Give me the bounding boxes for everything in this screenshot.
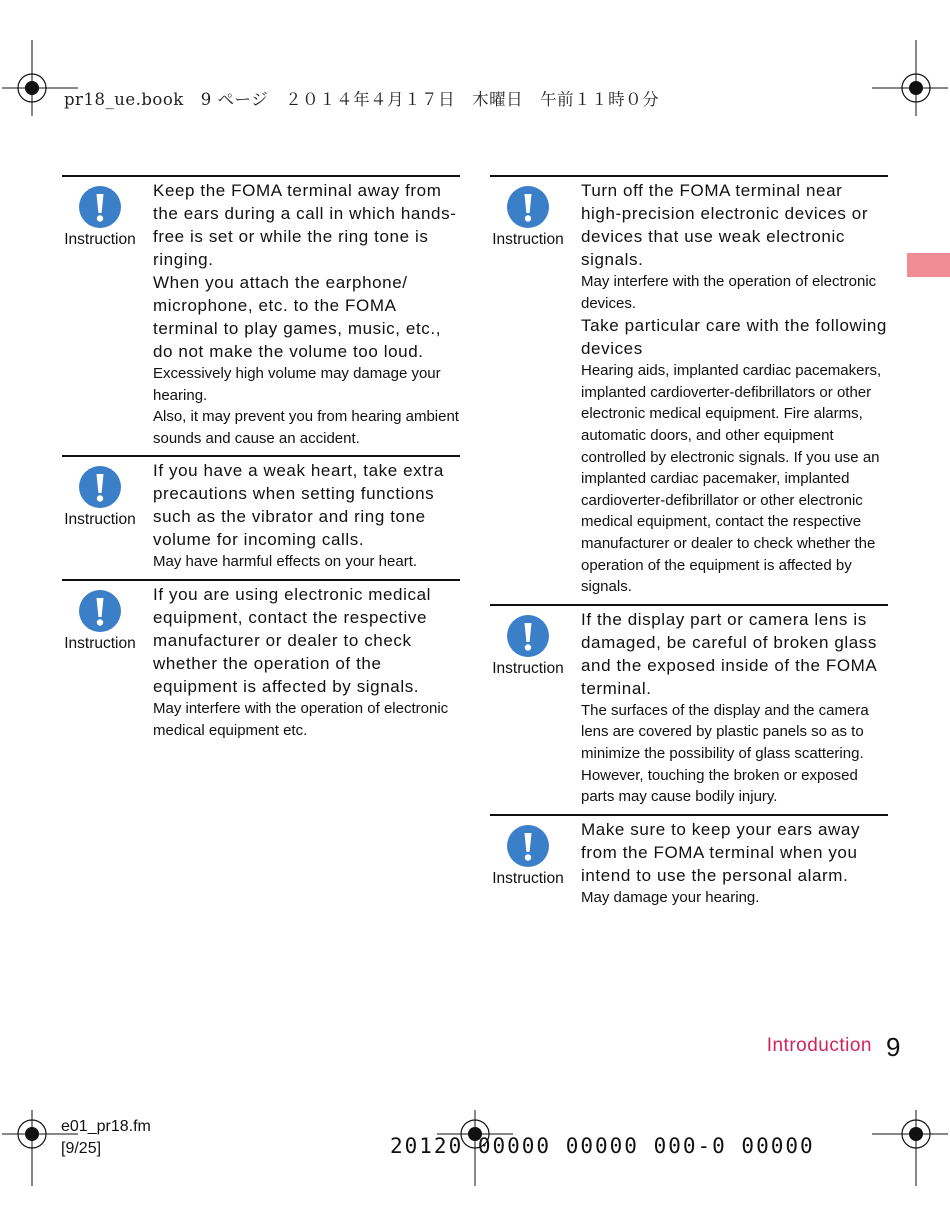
section-side-tab bbox=[907, 253, 950, 277]
instruction-label: Instruction bbox=[492, 869, 564, 887]
instruction-content bbox=[581, 179, 888, 598]
left-column bbox=[62, 175, 460, 747]
crop-mark-top-right bbox=[870, 38, 950, 118]
exclamation-icon bbox=[78, 589, 122, 633]
instruction-label: Instruction bbox=[64, 511, 136, 529]
instruction-marker bbox=[490, 614, 566, 678]
instruction-block bbox=[62, 455, 460, 579]
crop-mark-bottom-right bbox=[870, 1108, 950, 1188]
right-column bbox=[490, 175, 888, 914]
instruction-heading: If you are using electronic medical equipment, contact the respective manufacturer or dealer to check whether the operation of the equipment is affected by signals. bbox=[153, 584, 432, 696]
exclamation-icon bbox=[78, 465, 122, 509]
instruction-content bbox=[153, 179, 460, 449]
instruction-heading: Turn off the FOMA terminal near high-precision electronic devices or devices that use weak electronic signals. bbox=[581, 181, 869, 269]
instruction-heading: Take particular care with the following devices bbox=[581, 316, 887, 359]
instruction-heading: When you attach the earphone/ microphone, etc. to the FOMA terminal to play games, music, etc., do not make the volume too loud. bbox=[153, 273, 442, 361]
instruction-heading: If you have a weak heart, take extra precautions when setting functions such as the vibrator and ring tone volume for incoming calls. bbox=[153, 461, 444, 550]
instruction-detail: May interfere with the operation of electronic medical equipment etc. bbox=[153, 699, 449, 739]
exclamation-icon bbox=[506, 614, 550, 658]
instruction-heading: Make sure to keep your ears away from the FOMA terminal when you intend to use the personal alarm. bbox=[581, 819, 861, 885]
instruction-block bbox=[62, 579, 460, 747]
instruction-marker bbox=[62, 465, 138, 529]
instruction-label: Instruction bbox=[492, 659, 564, 677]
page-number: 9 bbox=[886, 1032, 901, 1062]
instruction-detail: Also, it may prevent you from hearing ambient sounds and cause an accident. bbox=[153, 408, 459, 447]
footer-file-name: e01_pr18.fm bbox=[61, 1118, 151, 1135]
instruction-marker bbox=[490, 185, 566, 249]
instruction-label: Instruction bbox=[64, 634, 136, 652]
instruction-detail: May have harmful effects on your heart. bbox=[153, 553, 418, 571]
instruction-detail: The surfaces of the display and the camera lens are covered by plastic panels so as to minimize the possibility of glass scattering. However, touching the broken or exposed parts may cause bodily injury. bbox=[581, 701, 869, 806]
footer-file-info bbox=[61, 1116, 151, 1160]
instruction-block bbox=[490, 814, 888, 915]
instruction-content bbox=[153, 583, 460, 741]
instruction-detail: Excessively high volume may damage your hearing. bbox=[153, 365, 441, 404]
instruction-heading: If the display part or camera lens is damaged, be careful of broken glass and the exposed inside of the FOMA terminal. bbox=[581, 609, 878, 698]
instruction-detail: May interfere with the operation of electronic devices. bbox=[581, 273, 877, 312]
instruction-heading: Keep the FOMA terminal away from the ears during a call in which hands-free is set or while the ring tone is ringing. bbox=[153, 181, 457, 269]
instruction-content bbox=[581, 818, 888, 909]
instruction-marker bbox=[490, 824, 566, 888]
instruction-content bbox=[581, 608, 888, 808]
instruction-detail: May damage your hearing. bbox=[581, 888, 760, 906]
footer-page-range: [9/25] bbox=[61, 1140, 102, 1157]
instruction-content bbox=[153, 459, 460, 573]
instruction-marker bbox=[62, 589, 138, 653]
instruction-marker bbox=[62, 185, 138, 249]
instruction-block bbox=[62, 175, 460, 455]
instruction-detail: Hearing aids, implanted cardiac pacemakers, implanted cardioverter-defibrillators or other electronic medical equipment. Fire alarms, automatic doors, and other equipment controlled by electronic signals. If you use an implanted cardiac pacemaker, implanted cardioverter-defibrillator or other electronic medical equipment, contact the respective manufacturer or dealer to check whether the operation of the equipment is affected by signals. bbox=[581, 362, 882, 596]
footer-barcode-number: 20120 00000 00000 000-0 00000 bbox=[390, 1134, 815, 1158]
footer-section-title: Introduction bbox=[766, 1035, 872, 1056]
instruction-label: Instruction bbox=[492, 231, 564, 248]
instruction-block bbox=[490, 604, 888, 814]
exclamation-icon bbox=[78, 185, 122, 229]
print-header: pr18_ue.book 9 ページ ２０１４年４月１７日 木曜日 午前１１時０分 bbox=[64, 90, 660, 109]
exclamation-icon bbox=[506, 185, 550, 229]
exclamation-icon bbox=[506, 824, 550, 868]
instruction-block bbox=[490, 175, 888, 604]
instruction-label: Instruction bbox=[64, 231, 136, 248]
